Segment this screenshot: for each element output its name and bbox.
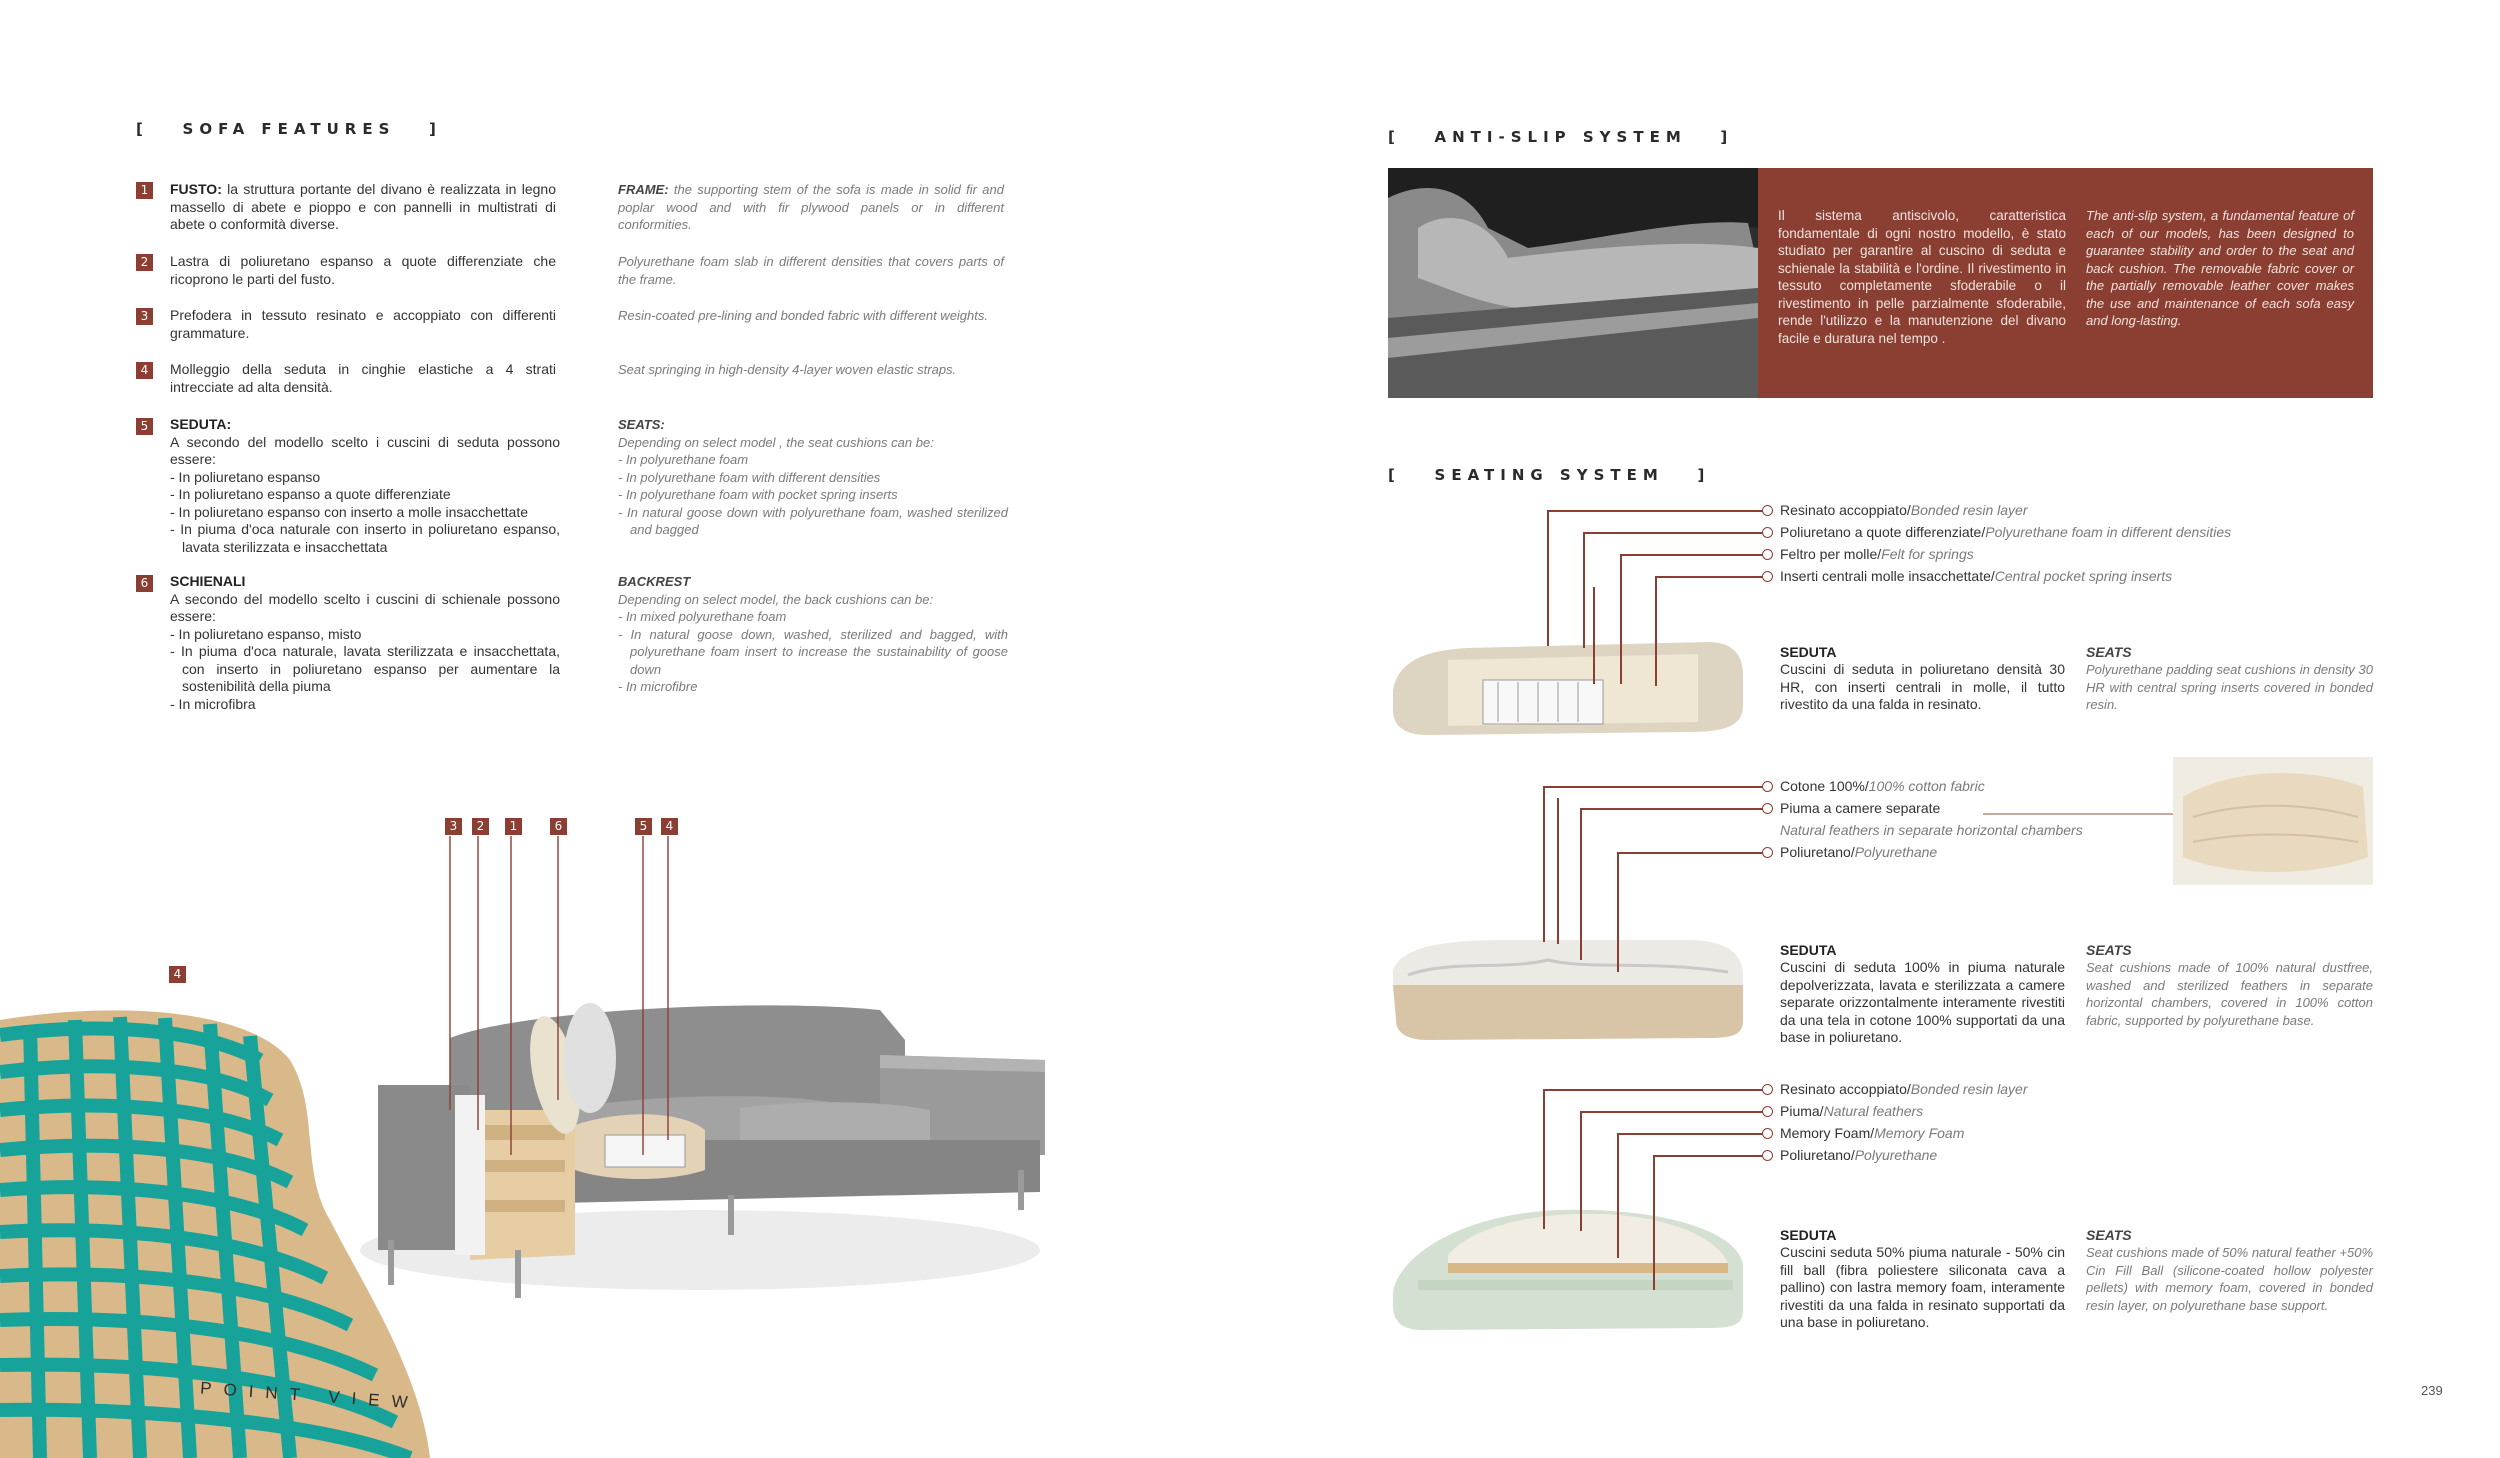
- webbing-caption: POINT VIEW: [199, 1378, 421, 1413]
- illustration-badge-5: 5: [635, 818, 652, 835]
- cushion-1-text-en: Polyurethane padding seat cushions in density 30 HR with central spring inserts covered in bonded resin.: [2086, 662, 2373, 712]
- webbing-badge-4: 4: [169, 966, 186, 983]
- schienali-en: BACKREST Depending on select model, the back cushions can be: - In mixed polyurethane foam - In natural goose down, washed, sterilized and bagged, with polyurethane foam insert to increase the sustainability of goose down - In microfibre: [618, 574, 1008, 694]
- cushion-1-label-1: Resinato accoppiato/Bonded resin layer: [1780, 502, 2028, 518]
- cushion-2-label-1: Cotone 100%/100% cotton fabric: [1780, 778, 1985, 794]
- feather-pillow-photo: [2173, 757, 2373, 885]
- feather-photo-leader: [1983, 813, 2173, 815]
- cushion-2-leader-3: [1617, 852, 1767, 854]
- cushion-3-label-2: Piuma/Natural feathers: [1780, 1103, 1924, 1119]
- feature-badge-6: 6: [136, 575, 153, 592]
- feature-1-it: FUSTO: la struttura portante del divano è realizzata in legno massello di abete e pioppo e con pannelli in multistrati di abete o conformità diverse.: [170, 181, 556, 232]
- cushion-2-label-3: Natural feathers in separate horizontal chambers: [1780, 822, 2083, 838]
- feature-2-it: Lastra di poliuretano espanso a quote differenziate che ricoprono le parti del fusto.: [170, 253, 556, 287]
- cushion-3-dot-2: [1762, 1106, 1773, 1117]
- anti-slip-title: [ ANTI-SLIP SYSTEM ]: [1388, 128, 1734, 146]
- cushion-3-label-1: Resinato accoppiato/Bonded resin layer: [1780, 1081, 2028, 1097]
- cushion-2-title-en: SEATS: [2086, 942, 2132, 958]
- feature-badge-2: 2: [136, 254, 153, 271]
- cushion-1-label-4: Inserti centrali molle insacchettate/Central pocket spring inserts: [1780, 568, 2173, 584]
- cushion-2-text-en: Seat cushions made of 100% natural dustfree, washed and sterilized feathers in separate horizontal chambers, covered in 100% cotton fabric, supported by polyurethane base.: [2086, 960, 2373, 1028]
- cushion-2-title: SEDUTA: [1780, 942, 1837, 958]
- cushion-3-leader-2: [1580, 1111, 1767, 1113]
- cushion-2-dot-2: [1762, 803, 1773, 814]
- page-number: 239: [2421, 1383, 2443, 1398]
- cushion-1-title-en: SEATS: [2086, 644, 2132, 660]
- cushion-3-leader-3-v: [1617, 1133, 1619, 1258]
- cushion-3-leader-3: [1617, 1133, 1767, 1135]
- feature-4-en: Seat springing in high-density 4-layer woven elastic straps.: [618, 362, 957, 377]
- cushion-3-leader-4-v: [1653, 1155, 1655, 1290]
- cushion-3-leader-4: [1653, 1155, 1767, 1157]
- cushion-1-dot-1: [1762, 505, 1773, 516]
- cushion-3-text-en: Seat cushions made of 50% natural feather +50% Cin Fill Ball (silicone-coated hollow polyester pellets) with memory foam, covered in bonded resin layer, on polyurethane base support.: [2086, 1245, 2373, 1313]
- feature-3-it: Prefodera in tessuto resinato e accoppiato con differenti grammature.: [170, 307, 556, 341]
- cushion-2-illustration: [1388, 930, 1748, 1045]
- illustration-badge-6: 6: [550, 818, 567, 835]
- cushion-1-dot-4: [1762, 571, 1773, 582]
- feature-4-it: Molleggio della seduta in cinghie elastiche a 4 strati intrecciate ad alta densità.: [170, 361, 556, 395]
- cushion-1-dot-2: [1762, 527, 1773, 538]
- cushion-1-leader-2: [1583, 532, 1767, 534]
- cushion-1-text-it: Cuscini di seduta in poliuretano densità 30 HR, con inserti centrali in molle, il tutto rivestito da una falda in resinato.: [1780, 661, 2065, 712]
- sofa-features-title: [ SOFA FEATURES ]: [136, 120, 442, 138]
- feature-badge-5: 5: [136, 418, 153, 435]
- cushion-2-leader-1: [1543, 786, 1767, 788]
- cushion-1-leader-3: [1620, 554, 1767, 556]
- illustration-badge-3: 3: [445, 818, 462, 835]
- feature-badge-1: 1: [136, 182, 153, 199]
- cushion-3-leader-1-v: [1543, 1089, 1545, 1229]
- illustration-badge-4: 4: [661, 818, 678, 835]
- cushion-2-label-4: Poliuretano/Polyurethane: [1780, 844, 1938, 860]
- seduta-en: SEATS: Depending on select model , the seat cushions can be: - In polyurethane foam - In polyurethane foam with different densities - In polyurethane foam with pocket spring inserts - In natural goose down with polyurethane foam, washed sterilized and bagged: [618, 417, 1008, 537]
- cushion-1-title: SEDUTA: [1780, 644, 1837, 660]
- cushion-1-leader-1-v: [1547, 510, 1549, 646]
- cushion-1-dot-3: [1762, 549, 1773, 560]
- cushion-2-dot-1: [1762, 781, 1773, 792]
- illustration-badge-1: 1: [505, 818, 522, 835]
- cushion-3-text-it: Cuscini seduta 50% piuma naturale - 50% cin fill ball (fibra poliestere siliconata cava a pallino) con lastra memory foam, interamente rivestiti da una falda in resinato supportati da una base in poliuretano.: [1780, 1244, 2065, 1330]
- cushion-3-leader-2-v: [1580, 1111, 1582, 1231]
- cushion-3-label-3: Memory Foam/Memory Foam: [1780, 1125, 1965, 1141]
- anti-slip-photo: [1388, 168, 1758, 398]
- sofa-cutaway-illustration: [0, 810, 1130, 1458]
- cushion-2-dot-4: [1762, 847, 1773, 858]
- cushion-1-leader-4-v: [1655, 576, 1657, 686]
- cushion-1-label-2: Poliuretano a quote differenziate/Polyurethane foam in different densities: [1780, 524, 2232, 540]
- cushion-1-leader-5-v: [1593, 587, 1595, 684]
- cushion-2-label-2: Piuma a camere separate: [1780, 800, 1941, 816]
- schienali-it: SCHIENALI A secondo del modello scelto i cuscini di schienale possono essere: - In poliuretano espanso, misto - In piuma d'oca naturale, lavata sterilizzata e insacchettata, con inserto in poliuretano espanso per aumentare la sostenibilità della piuma - In microfibra: [170, 573, 560, 712]
- cushion-3-dot-1: [1762, 1084, 1773, 1095]
- cushion-1-leader-2-v: [1583, 532, 1585, 648]
- cushion-2-leader-3-v: [1617, 852, 1619, 972]
- cushion-1-illustration: [1388, 630, 1748, 740]
- cushion-3-label-4: Poliuretano/Polyurethane: [1780, 1147, 1938, 1163]
- anti-slip-text-it: Il sistema antiscivolo, caratteristica fondamentale di ogni nostro modello, è stato studiato per garantire al cuscino di seduta e schienale la stabilità e l'ordine. Il rivestimento in tessuto completamente sfoderabile o il rivestimento in pelle parzialmente sfoderabile, rende l'utilizzo e la manutenzione del divano facile e duratura nel tempo .: [1778, 208, 2066, 346]
- cushion-3-illustration: [1388, 1195, 1748, 1335]
- cushion-3-title-en: SEATS: [2086, 1227, 2132, 1243]
- cushion-3-title: SEDUTA: [1780, 1227, 1837, 1243]
- cushion-1-leader-1: [1547, 510, 1767, 512]
- cushion-1-leader-4: [1655, 576, 1767, 578]
- feature-badge-4: 4: [136, 362, 153, 379]
- feature-badge-3: 3: [136, 308, 153, 325]
- cushion-2-leader-1-v: [1543, 786, 1545, 942]
- anti-slip-text-en: The anti-slip system, a fundamental feature of each of our models, has been designed to guarantee stability and order to the seat and back cushion. The removable fabric cover or the partially removable leather cover makes the use and maintenance of each sofa easy and long-lasting.: [2086, 208, 2354, 328]
- cushion-1-leader-3-v: [1620, 554, 1622, 684]
- seating-system-title: [ SEATING SYSTEM ]: [1388, 466, 1711, 484]
- feature-2-en: Polyurethane foam slab in different densities that covers parts of the frame.: [618, 254, 1004, 287]
- cushion-2-leader-2-v: [1580, 808, 1582, 960]
- cushion-1-label-3: Feltro per molle/Felt for springs: [1780, 546, 1974, 562]
- cushion-3-leader-1: [1543, 1089, 1767, 1091]
- cushion-2-leader-2: [1580, 808, 1767, 810]
- cushion-2-leader-4-v: [1557, 798, 1559, 944]
- cushion-2-text-it: Cuscini di seduta 100% in piuma naturale depolverizzata, lavata e sterilizzata a camere separate orizzontalmente interamente rivestiti da una tela in cotone 100% supportati da una base in poliuretano.: [1780, 959, 2065, 1045]
- feature-3-en: Resin-coated pre-lining and bonded fabric with different weights.: [618, 308, 988, 323]
- cushion-3-dot-4: [1762, 1150, 1773, 1161]
- seduta-it: SEDUTA: A secondo del modello scelto i cuscini di seduta possono essere: - In poliuretano espanso - In poliuretano espanso a quote differenziate - In poliuretano espanso con inserto a molle insacchettate - In piuma d'oca naturale con inserto in poliuretano espanso, lavata sterilizzata e insacchettata: [170, 416, 560, 555]
- feature-1-en: FRAME: the supporting stem of the sofa is made in solid fir and poplar wood and with fir plywood panels or in different conformities.: [618, 182, 1004, 232]
- cushion-3-dot-3: [1762, 1128, 1773, 1139]
- illustration-badge-2: 2: [472, 818, 489, 835]
